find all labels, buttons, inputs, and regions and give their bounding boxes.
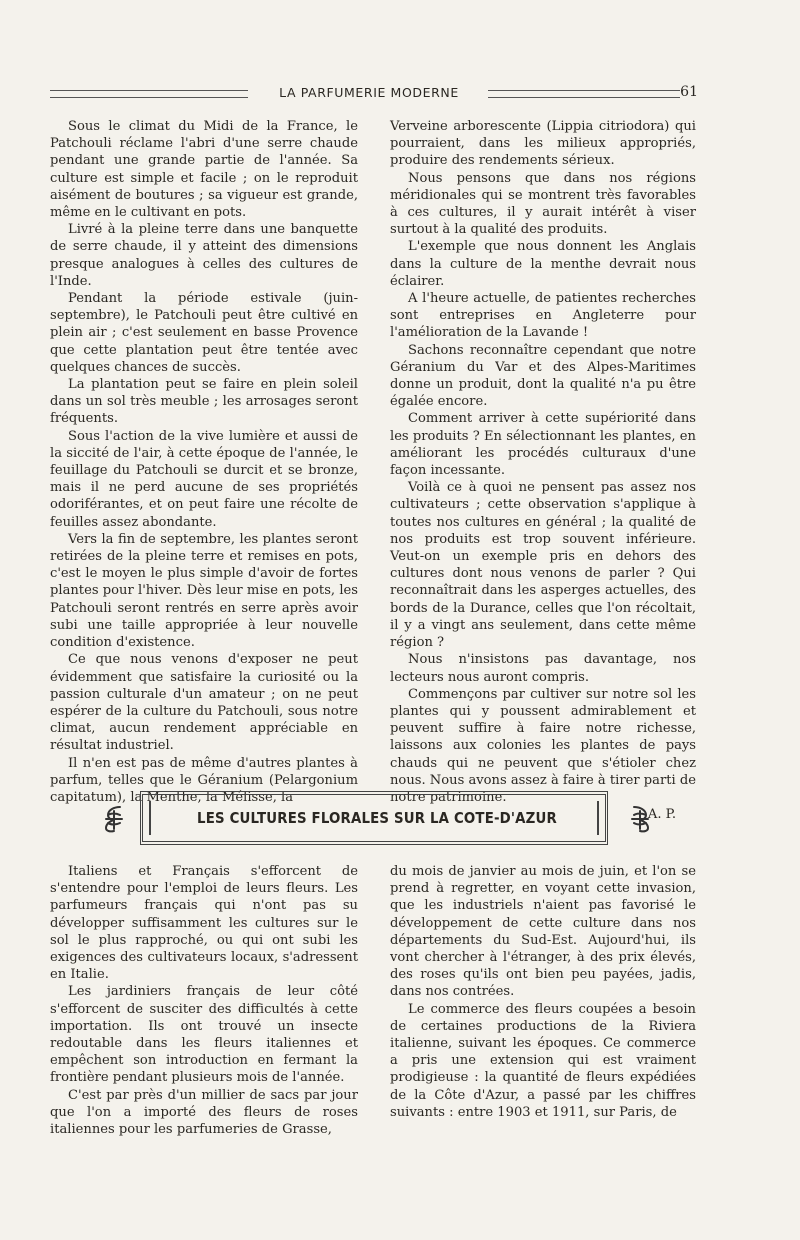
paragraph: Comment arriver à cette supériorité dans les produits ? En sélectionnant les plantes, en améliorant les procédés culturaux d'une façon incessante. — [390, 411, 696, 479]
article1-column-right — [390, 118, 696, 823]
page-number: 61 — [680, 84, 698, 100]
paragraph: du mois de janvier au mois de juin, et l'on se prend à regretter, en voyant cette invasion, que les industriels n'aient pas favorisé le développement de cette culture dans nos départements du Sud-Est. Aujourd'hui, ils vont chercher à l'étranger, à des prix élevés, des roses qu'ils ont bien peu payées, jadis, dans nos contrées. — [390, 864, 696, 1000]
paragraph: A l'heure actuelle, de patientes recherches sont entreprises en Angleterre pour l'amélioration de la Lavande ! — [390, 291, 696, 341]
paragraph: Il n'en est pas de même d'autres plantes à parfum, telles que le Géranium (Pelargonium capitatum), la Menthe, la Mélisse, la — [50, 755, 358, 805]
header-rule-left — [50, 90, 248, 98]
paragraph: Sous l'action de la vive lumière et aussi de la siccité de l'air, à cette époque de l'année, le feuillage du Patchouli se durcit et se bronze, mais il ne perd aucune de ses propriétés odoriférantes, et on peut faire une récolte de feuilles assez abondante. — [50, 428, 358, 530]
header-rule-right — [488, 90, 680, 98]
page-header — [50, 84, 698, 104]
paragraph: La plantation peut se faire en plein soleil dans un sol très meuble ; les arrosages seront fréquents. — [50, 377, 358, 427]
paragraph: Vers la fin de septembre, les plantes seront retirées de la pleine terre et remises en pots, c'est le moyen le plus simple d'avoir de fortes plantes pour l'hiver. Dès leur mise en pots, les Patchouli seront rentrés en serre après avoir subi une taille appropriée à leur nouvelle condition d'existence. — [50, 531, 358, 651]
article2-column-left — [50, 863, 358, 1138]
paragraph: Italiens et Français s'efforcent de s'entendre pour l'emploi de leurs fleurs. Les parfumeurs français qui n'ont pas su développer suffisamment les cultures sur le sol le plus rapproché, ou qui ont subi les exigences des cultivateurs locaux, s'adressent en Italie. — [50, 864, 358, 983]
section-title-banner — [98, 791, 656, 849]
paragraph: Verveine arborescente (Lippia citriodora) qui pourraient, dans les milieux appropriés, produire des rendements sérieux. — [390, 119, 696, 169]
paragraph: Nous n'insistons pas davantage, nos lecteurs nous auront compris. — [390, 652, 696, 685]
paragraph: L'exemple que nous donnent les Anglais dans la culture de la menthe devrait nous éclairer. — [390, 239, 696, 289]
paragraph: Ce que nous venons d'exposer ne peut évidemment que satisfaire la curiosité ou la passion culturale d'un amateur ; on ne peut espérer de la culture du Patchouli, sous notre climat, aucun rendement appréciable en résultat industriel. — [50, 652, 358, 754]
paragraph: Sachons reconnaître cependant que notre Géranium du Var et des Alpes-Maritimes donne un produit, dont la qualité n'a pu être égalée encore. — [390, 342, 696, 410]
fleuron-left-icon — [100, 803, 128, 835]
paragraph: Livré à la pleine terre dans une banquette de serre chaude, il y atteint des dimensions presque analogues à celles des cultures de l'Inde. — [50, 222, 358, 289]
paragraph: Nous pensons que dans nos régions méridionales qui se montrent très favorables à ces cultures, il y aurait intérêt à viser surtout à la qualité des produits. — [390, 170, 696, 238]
article1-column-left — [50, 118, 358, 806]
paragraph: Voilà ce à quoi ne pensent pas assez nos cultivateurs ; cette observation s'applique à toutes nos cultures en général ; la qualité de nos produits est trop souvent inférieure. Veut-on un exemple pris en dehors des cultures dont nous venons de parler ? Qui reconnaîtrait dans les asperges actuelles, des bords de la Durance, celles que l'on récoltait, il y a vingt ans seulement, dans cette même région ? — [390, 480, 696, 651]
section-title: LES CULTURES FLORALES SUR LA COTE-D'AZUR — [197, 809, 557, 827]
article2-column-right — [390, 863, 696, 1121]
paragraph: Le commerce des fleurs coupées a besoin de certaines productions de la Riviera italienne, suivant les époques. Ce commerce a pris une extension qui est vraiment prodigieuse : la quantité de fleurs expédiées de la Côte d'Azur, a passé par les chiffres suivants : entre 1903 et 1911, sur Paris, de — [390, 1001, 696, 1120]
paragraph: C'est par près d'un millier de sacs par jour que l'on a importé des fleurs de roses italiennes pour les parfumeries de Grasse, — [50, 1087, 358, 1138]
journal-title: LA PARFUMERIE MODERNE — [279, 85, 459, 100]
author-signature: A. P. — [647, 807, 676, 823]
paragraph: Commençons par cultiver sur notre sol les plantes qui y poussent admirablement et peuvent suffire à faire notre richesse, laissons aux colonies les plantes de pays chauds qui ne peuvent que s'étioler chez nous. Nous avons assez à faire à tirer parti de notre patrimoine. — [390, 686, 696, 805]
paragraph: Les jardiniers français de leur côté s'efforcent de susciter des difficultés à cette importation. Ils ont trouvé un insecte redoutable dans les fleurs italiennes et empêchent son introduction en fermant la frontière pendant plusieurs mois de l'année. — [50, 984, 358, 1086]
paragraph: Sous le climat du Midi de la France, le Patchouli réclame l'abri d'une serre chaude pendant une grande partie de l'année. Sa culture est simple et facile ; on le reproduit aisément de boutures ; sa vigueur est grande, même en le cultivant en pots. — [50, 119, 358, 221]
fleuron-right-icon — [626, 803, 654, 835]
paragraph: Pendant la période estivale (juin-septembre), le Patchouli peut être cultivé en plein air ; c'est seulement en basse Provence que cette plantation peut être tentée avec quelques chances de succès. — [50, 291, 358, 375]
